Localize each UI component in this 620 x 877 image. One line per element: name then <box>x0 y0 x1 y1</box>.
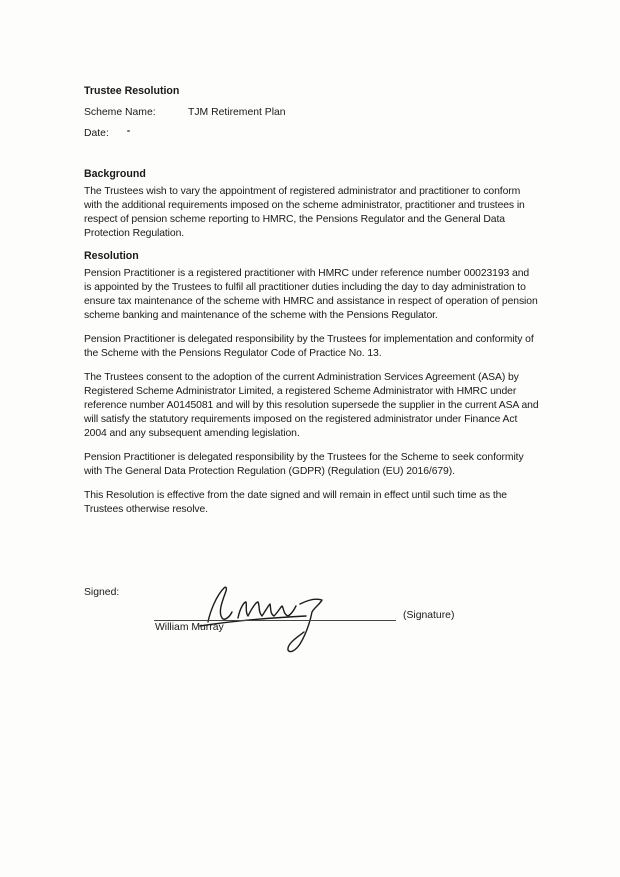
scheme-name-value: TJM Retirement Plan <box>188 107 286 118</box>
background-paragraph: The Trustees wish to vary the appointment of registered administrator and practitioner to conform with the additional requirements imposed on the scheme administrator, practitioner and trustees in respect of pension scheme reporting to HMRC, the Pensions Regulator and the General Data Protection Regulation. <box>84 186 525 239</box>
resolution-paragraph-4: Pension Practitioner is delegated responsibility by the Trustees for the Scheme to seek conformity with The General Data Protection Regulation (GDPR) (Regulation (EU) 2016/679). <box>84 452 524 477</box>
resolution-paragraph-2: Pension Practitioner is delegated responsibility by the Trustees for implementation and conformity of the Scheme with the Pensions Regulator Code of Practice No. 13. <box>84 334 534 359</box>
signed-label: Signed: <box>84 587 120 598</box>
signature-line <box>154 620 396 621</box>
handwritten-signature <box>196 578 346 660</box>
resolution-paragraph-5: This Resolution is effective from the date signed and will remain in effect until such time as the Trustees otherwise resolve. <box>84 490 507 515</box>
background-heading: Background <box>84 168 146 180</box>
document-title: Trustee Resolution <box>84 85 180 97</box>
scheme-name-row <box>84 106 539 120</box>
signature-caption: (Signature) <box>403 610 455 621</box>
signatory-name: William Murray <box>155 622 224 633</box>
scan-speck <box>127 130 130 132</box>
document-body <box>84 84 539 527</box>
date-label: Date: <box>84 128 109 139</box>
resolution-paragraph-3: The Trustees consent to the adoption of the current Administration Services Agreement (ASA) by Registered Scheme Administrator Limited, a registered Scheme Administrator with HMRC under reference number A0145081 and will by this resolution supersede the supplier in the current ASA and will satisfy the statutory requirements imposed on the registered administrator under Finance Act 2004 and any subsequent amending legislation. <box>84 372 539 439</box>
date-row <box>84 127 539 141</box>
resolution-heading: Resolution <box>84 250 139 262</box>
resolution-paragraph-1: Pension Practitioner is a registered practitioner with HMRC under reference number 00023193 and is appointed by the Trustees to fulfil all practitioner duties including the day to day administration to ensure tax maintenance of the scheme with HMRC and assistance in respect of operation of pension scheme banking and maintenance of the scheme with the Pensions Regulator. <box>84 268 538 321</box>
scheme-name-label: Scheme Name: <box>84 107 156 118</box>
